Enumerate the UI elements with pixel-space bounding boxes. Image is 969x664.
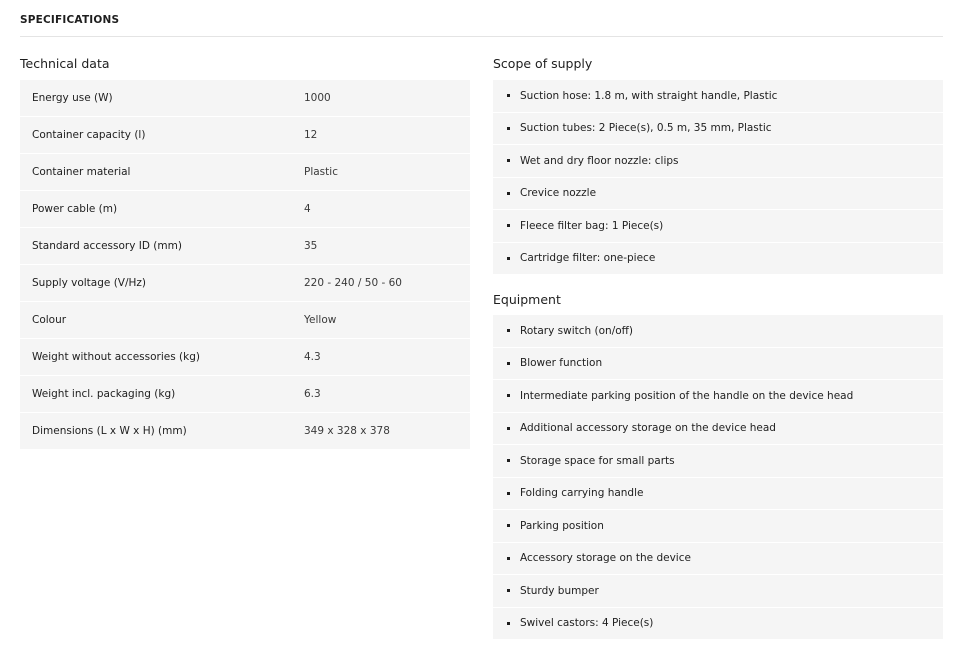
list-item [493, 80, 943, 113]
bullet-icon [507, 589, 510, 592]
spec-label: Weight incl. packaging (kg) [32, 388, 176, 400]
list-item [493, 478, 943, 511]
supply-and-equipment-panel [493, 56, 943, 640]
spec-label: Dimensions (L x W x H) (mm) [32, 425, 187, 437]
list-item [493, 348, 943, 381]
list-item-text: Wet and dry floor nozzle: clips [520, 154, 679, 167]
spec-value: 349 x 328 x 378 [304, 425, 390, 437]
bullet-icon [507, 622, 510, 625]
list-item-text: Rotary switch (on/off) [520, 324, 633, 337]
bullet-icon [507, 257, 510, 260]
list-item-text: Swivel castors: 4 Piece(s) [520, 617, 654, 630]
table-row [20, 376, 470, 413]
equipment-list [493, 315, 943, 640]
table-row [20, 154, 470, 191]
spec-value: Plastic [304, 166, 338, 178]
section-title: SPECIFICATIONS [20, 14, 120, 26]
spec-label: Weight without accessories (kg) [32, 351, 200, 363]
bullet-icon [507, 362, 510, 365]
table-row [20, 302, 470, 339]
scope-of-supply-heading: Scope of supply [493, 56, 593, 71]
table-row [20, 117, 470, 154]
bullet-icon [507, 329, 510, 332]
spec-label: Standard accessory ID (mm) [32, 240, 182, 252]
list-item-text: Cartridge filter: one-piece [520, 252, 656, 265]
spec-value: 35 [304, 240, 318, 252]
bullet-icon [507, 557, 510, 560]
list-item-text: Intermediate parking position of the handle on the device head [520, 389, 854, 402]
spec-value: 4 [304, 203, 311, 215]
spec-value: 4.3 [304, 351, 321, 363]
bullet-icon [507, 224, 510, 227]
list-item [493, 413, 943, 446]
list-item [493, 380, 943, 413]
table-row [20, 228, 470, 265]
bullet-icon [507, 459, 510, 462]
spec-label: Supply voltage (V/Hz) [32, 277, 147, 289]
bullet-icon [507, 127, 510, 130]
spec-value: 12 [304, 129, 318, 141]
spec-label: Container material [32, 166, 131, 178]
technical-data-panel [20, 56, 470, 450]
list-item-text: Crevice nozzle [520, 187, 597, 200]
list-item-text: Suction hose: 1.8 m, with straight handle, Plastic [520, 89, 778, 102]
list-item [493, 575, 943, 608]
list-item [493, 210, 943, 243]
list-item [493, 608, 943, 641]
bullet-icon [507, 192, 510, 195]
spec-value: 6.3 [304, 388, 321, 400]
list-item [493, 113, 943, 146]
bullet-icon [507, 94, 510, 97]
spec-label: Colour [32, 314, 67, 326]
technical-data-table [20, 80, 470, 450]
spec-label: Power cable (m) [32, 203, 118, 215]
table-row [20, 191, 470, 228]
list-item-text: Parking position [520, 519, 604, 532]
list-item-text: Additional accessory storage on the device head [520, 422, 776, 435]
list-item [493, 145, 943, 178]
table-row [20, 265, 470, 302]
list-item-text: Storage space for small parts [520, 454, 675, 467]
equipment-heading: Equipment [493, 292, 561, 307]
list-item [493, 243, 943, 276]
bullet-icon [507, 524, 510, 527]
list-item [493, 445, 943, 478]
bullet-icon [507, 394, 510, 397]
list-item [493, 510, 943, 543]
list-item-text: Sturdy bumper [520, 584, 599, 597]
spec-label: Container capacity (l) [32, 129, 146, 141]
spec-value: 220 - 240 / 50 - 60 [304, 277, 402, 289]
list-item-text: Folding carrying handle [520, 487, 644, 500]
list-item [493, 543, 943, 576]
bullet-icon [507, 492, 510, 495]
list-item [493, 178, 943, 211]
list-item-text: Suction tubes: 2 Piece(s), 0.5 m, 35 mm, Plastic [520, 122, 772, 135]
list-item-text: Accessory storage on the device [520, 552, 691, 565]
spec-value: Yellow [304, 314, 337, 326]
list-item [493, 315, 943, 348]
bullet-icon [507, 159, 510, 162]
technical-data-heading: Technical data [20, 56, 110, 71]
table-row [20, 339, 470, 376]
bullet-icon [507, 427, 510, 430]
section-divider [20, 36, 943, 37]
scope-of-supply-list [493, 80, 943, 275]
list-item-text: Fleece filter bag: 1 Piece(s) [520, 219, 664, 232]
spec-value: 1000 [304, 92, 331, 104]
table-row [20, 413, 470, 450]
list-item-text: Blower function [520, 357, 603, 370]
table-row [20, 80, 470, 117]
spec-label: Energy use (W) [32, 92, 113, 104]
